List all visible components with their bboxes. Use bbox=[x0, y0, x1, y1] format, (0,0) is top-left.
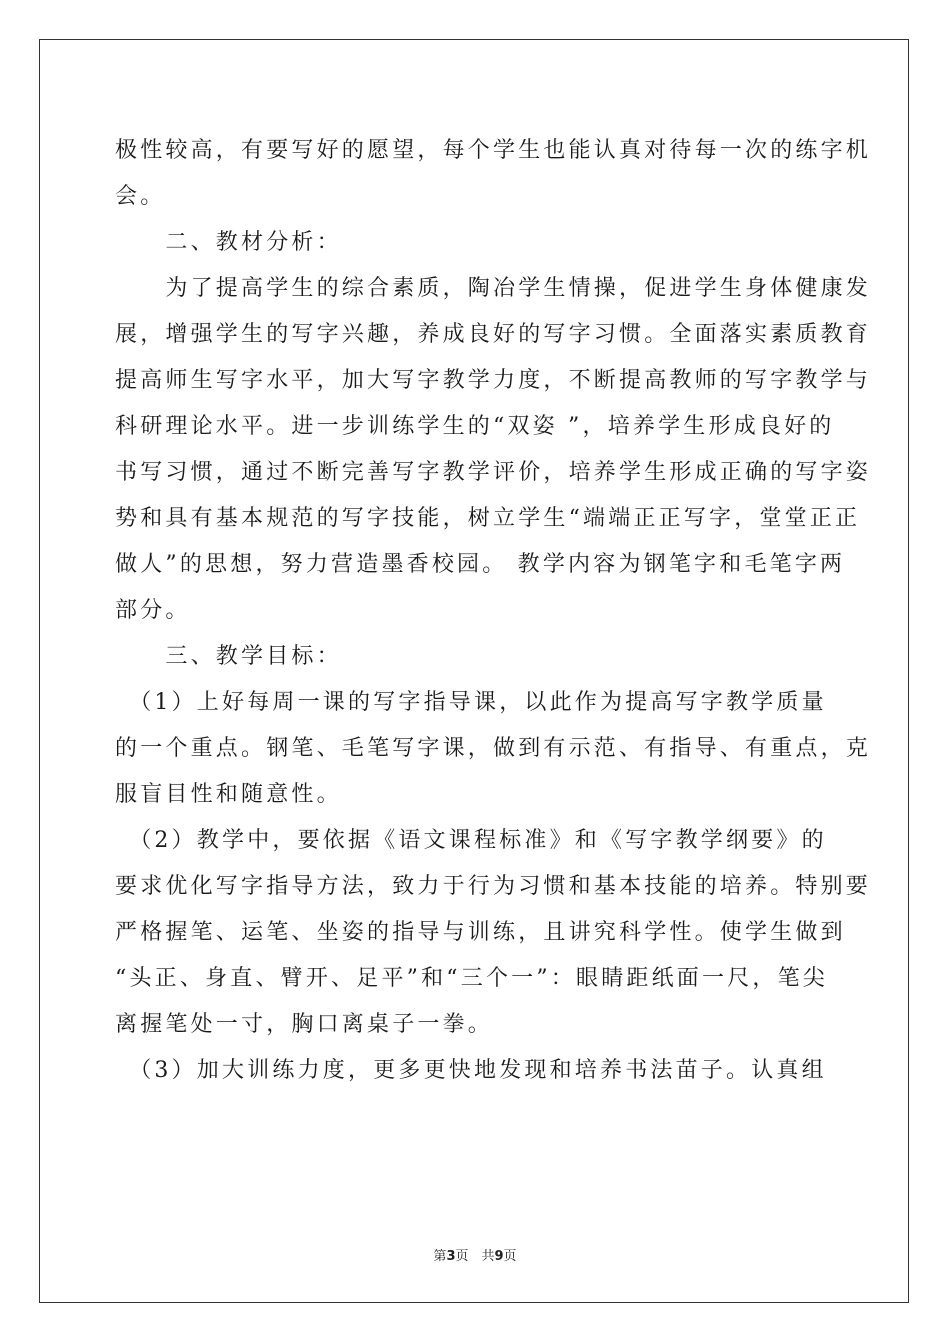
footer-total-pages: 9 bbox=[494, 1249, 504, 1264]
text-line: 做人”的思想，努力营造墨香校园。 教学内容为钢笔字和毛笔字两 bbox=[115, 552, 846, 577]
footer-page-number: 3 bbox=[446, 1249, 456, 1264]
text-line: 极性较高，有要写好的愿望，每个学生也能认真对待每一次的练字机 bbox=[115, 138, 872, 163]
text-line: （1）上好每周一课的写字指导课，以此作为提高写字教学质量 bbox=[115, 690, 827, 715]
text-line: “头正、身直、臂开、足平”和“三个一”：眼睛距纸面一尺，笔尖 bbox=[115, 966, 828, 991]
text-line: 离握笔处一寸，胸口离桌子一拳。 bbox=[115, 1012, 494, 1037]
text-line: 严格握笔、运笔、坐姿的指导与训练，且讲究科学性。使学生做到 bbox=[115, 920, 846, 945]
text-line: 势和具有基本规范的写字技能，树立学生“端端正正写字，堂堂正正 bbox=[115, 506, 861, 531]
text-line: 科研理论水平。进一步训练学生的“双姿 ”，培养学生形成良好的 bbox=[115, 414, 835, 439]
text-line: 会。 bbox=[115, 184, 166, 209]
text-line: （2）教学中，要依据《语文课程标准》和《写字教学纲要》的 bbox=[115, 828, 827, 853]
text-line: 的一个重点。钢笔、毛笔写字课，做到有示范、有指导、有重点，克 bbox=[115, 736, 872, 761]
text-line: 要求优化写字指导方法，致力于行为习惯和基本技能的培养。特别要 bbox=[115, 874, 872, 899]
section-heading: 三、教学目标： bbox=[115, 644, 342, 669]
text-line: 服盲目性和随意性。 bbox=[115, 782, 342, 807]
footer-suffix: 页 bbox=[503, 1249, 517, 1264]
text-line: （3）加大训练力度，更多更快地发现和培养书法苗子。认真组 bbox=[115, 1058, 827, 1083]
text-line: 为了提高学生的综合素质，陶冶学生情操，促进学生身体健康发 bbox=[115, 276, 872, 301]
text-line: 书写习惯，通过不断完善写字教学评价，培养学生形成正确的写字姿 bbox=[115, 460, 872, 485]
text-line: 展，增强学生的写字兴趣，养成良好的写字习惯。全面落实素质教育 bbox=[115, 322, 872, 347]
text-line: 提高师生写字水平，加大写字教学力度，不断提高教师的写字教学与 bbox=[115, 368, 872, 393]
footer-mid: 页 共 bbox=[455, 1249, 495, 1264]
text-line: 部分。 bbox=[115, 598, 191, 623]
document-body bbox=[115, 128, 872, 1094]
footer-prefix: 第 bbox=[433, 1249, 447, 1264]
section-heading: 二、教材分析： bbox=[115, 230, 342, 255]
page-footer bbox=[0, 1245, 950, 1264]
